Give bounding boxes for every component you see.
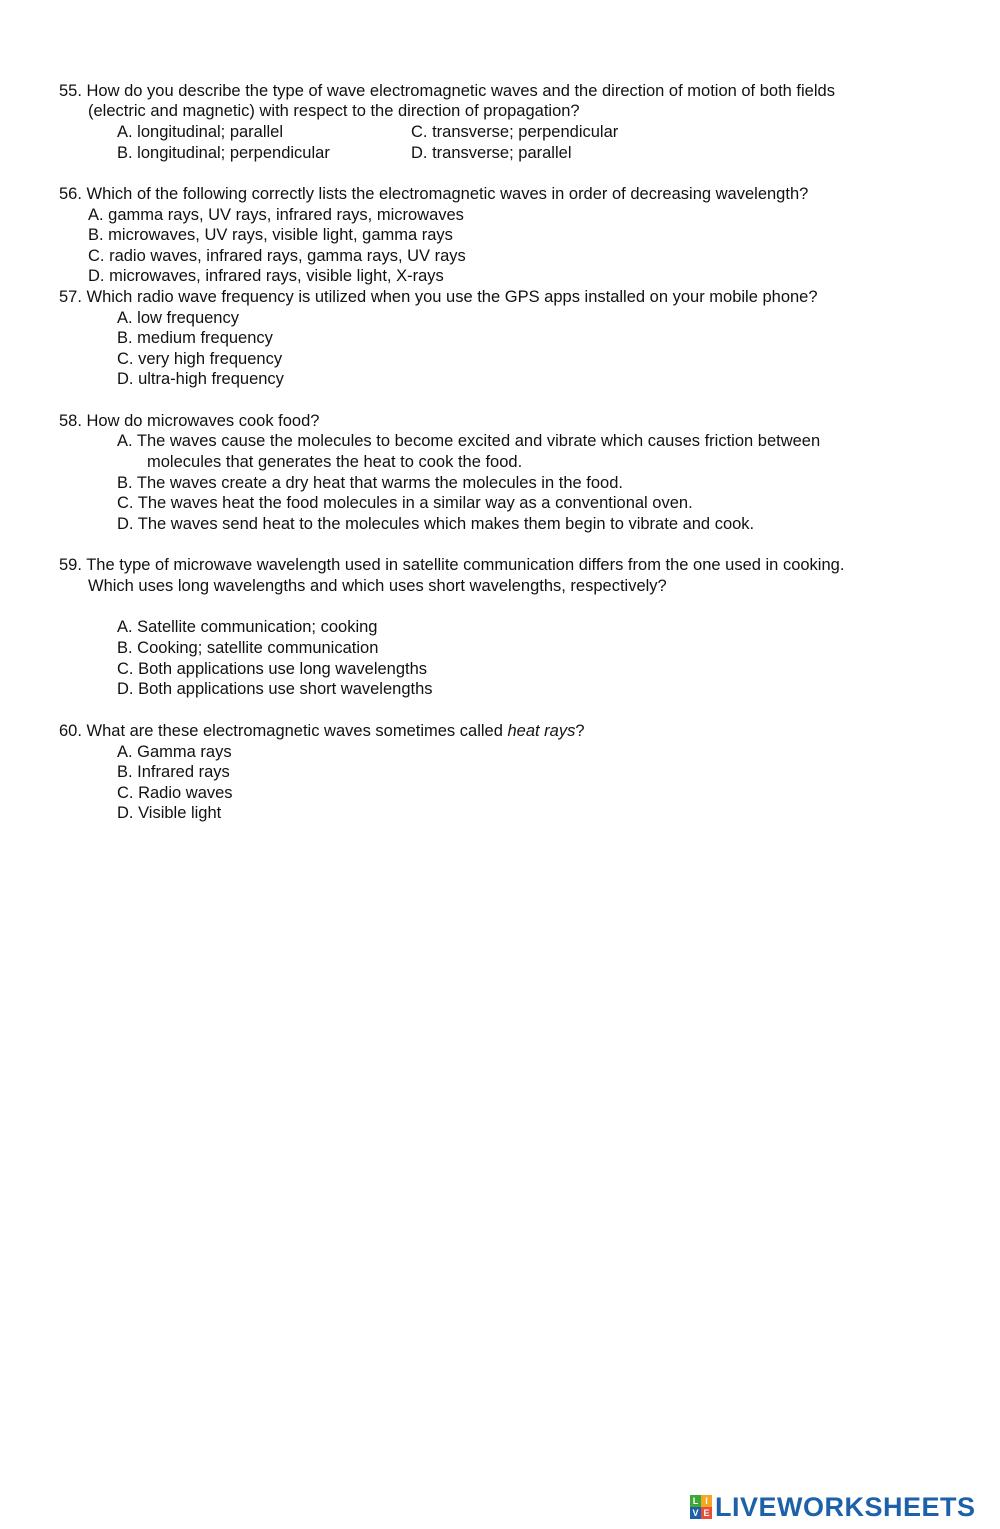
q56-option-d: D. microwaves, infrared rays, visible light, X-rays: [88, 267, 444, 285]
q56-option-c: C. radio waves, infrared rays, gamma rays, UV rays: [88, 247, 466, 265]
liveworksheets-logo: [690, 1490, 976, 1524]
q60-stem-prefix: 60. What are these electromagnetic waves sometimes called: [59, 722, 508, 740]
q60-stem: [59, 721, 585, 741]
q60-option-b: B. Infrared rays: [117, 763, 230, 781]
q58-option-a-line1: A. The waves cause the molecules to become excited and vibrate which causes friction between: [117, 432, 821, 450]
q59-option-a: A. Satellite communication; cooking: [117, 618, 378, 636]
q59-option-d: D. Both applications use short wavelengths: [117, 680, 433, 698]
q58-option-c: C. The waves heat the food molecules in a similar way as a conventional oven.: [117, 494, 693, 512]
q57-option-a: A. low frequency: [117, 309, 239, 327]
q57-option-d: D. ultra-high frequency: [117, 370, 284, 388]
logo-mark-cell: E: [701, 1507, 712, 1519]
q55-option-a: A. longitudinal; parallel: [117, 123, 284, 141]
q59-option-b: B. Cooking; satellite communication: [117, 639, 379, 657]
q60-stem-suffix: ?: [575, 722, 585, 740]
q60-option-a: A. Gamma rays: [117, 743, 232, 761]
liveworksheets-logo-text: LIVEWORKSHEETS: [715, 1491, 976, 1522]
q57-option-c: C. very high frequency: [117, 350, 283, 368]
q55-option-d: D. transverse; parallel: [411, 144, 572, 162]
q55-option-c: C. transverse; perpendicular: [411, 123, 619, 141]
q60-stem-italic: heat rays: [507, 722, 576, 740]
logo-mark-cell: I: [701, 1495, 712, 1507]
q58-option-b: B. The waves create a dry heat that warms the molecules in the food.: [117, 474, 623, 492]
q56-option-a: A. gamma rays, UV rays, infrared rays, microwaves: [88, 206, 464, 224]
q57-option-b: B. medium frequency: [117, 329, 273, 347]
q57-stem: 57. Which radio wave frequency is utilized when you use the GPS apps installed on your mobile phone?: [59, 288, 818, 306]
logo-mark-cell: V: [690, 1507, 701, 1519]
q59-stem-line1: 59. The type of microwave wavelength used in satellite communication differs from the one used in cooking.: [59, 556, 845, 574]
q55-option-b: B. longitudinal; perpendicular: [117, 144, 330, 162]
q55-stem-line1: 55. How do you describe the type of wave electromagnetic waves and the direction of motion of both fields: [59, 82, 835, 100]
q60-option-c: C. Radio waves: [117, 784, 233, 802]
q59-option-c: C. Both applications use long wavelengths: [117, 660, 428, 678]
q60-option-d: D. Visible light: [117, 804, 222, 822]
logo-mark-cell: L: [690, 1495, 701, 1507]
q56-stem: 56. Which of the following correctly lists the electromagnetic waves in order of decreasing wavelength?: [59, 185, 809, 203]
q58-option-a-line2: molecules that generates the heat to cook the food.: [147, 453, 523, 471]
q58-stem: 58. How do microwaves cook food?: [59, 412, 320, 430]
q55-stem-line2: (electric and magnetic) with respect to the direction of propagation?: [88, 102, 580, 120]
q59-stem-line2: Which uses long wavelengths and which uses short wavelengths, respectively?: [88, 577, 667, 595]
q58-option-d: D. The waves send heat to the molecules which makes them begin to vibrate and cook.: [117, 515, 755, 533]
q56-option-b: B. microwaves, UV rays, visible light, gamma rays: [88, 226, 453, 244]
liveworksheets-logo-icon: [690, 1495, 712, 1519]
